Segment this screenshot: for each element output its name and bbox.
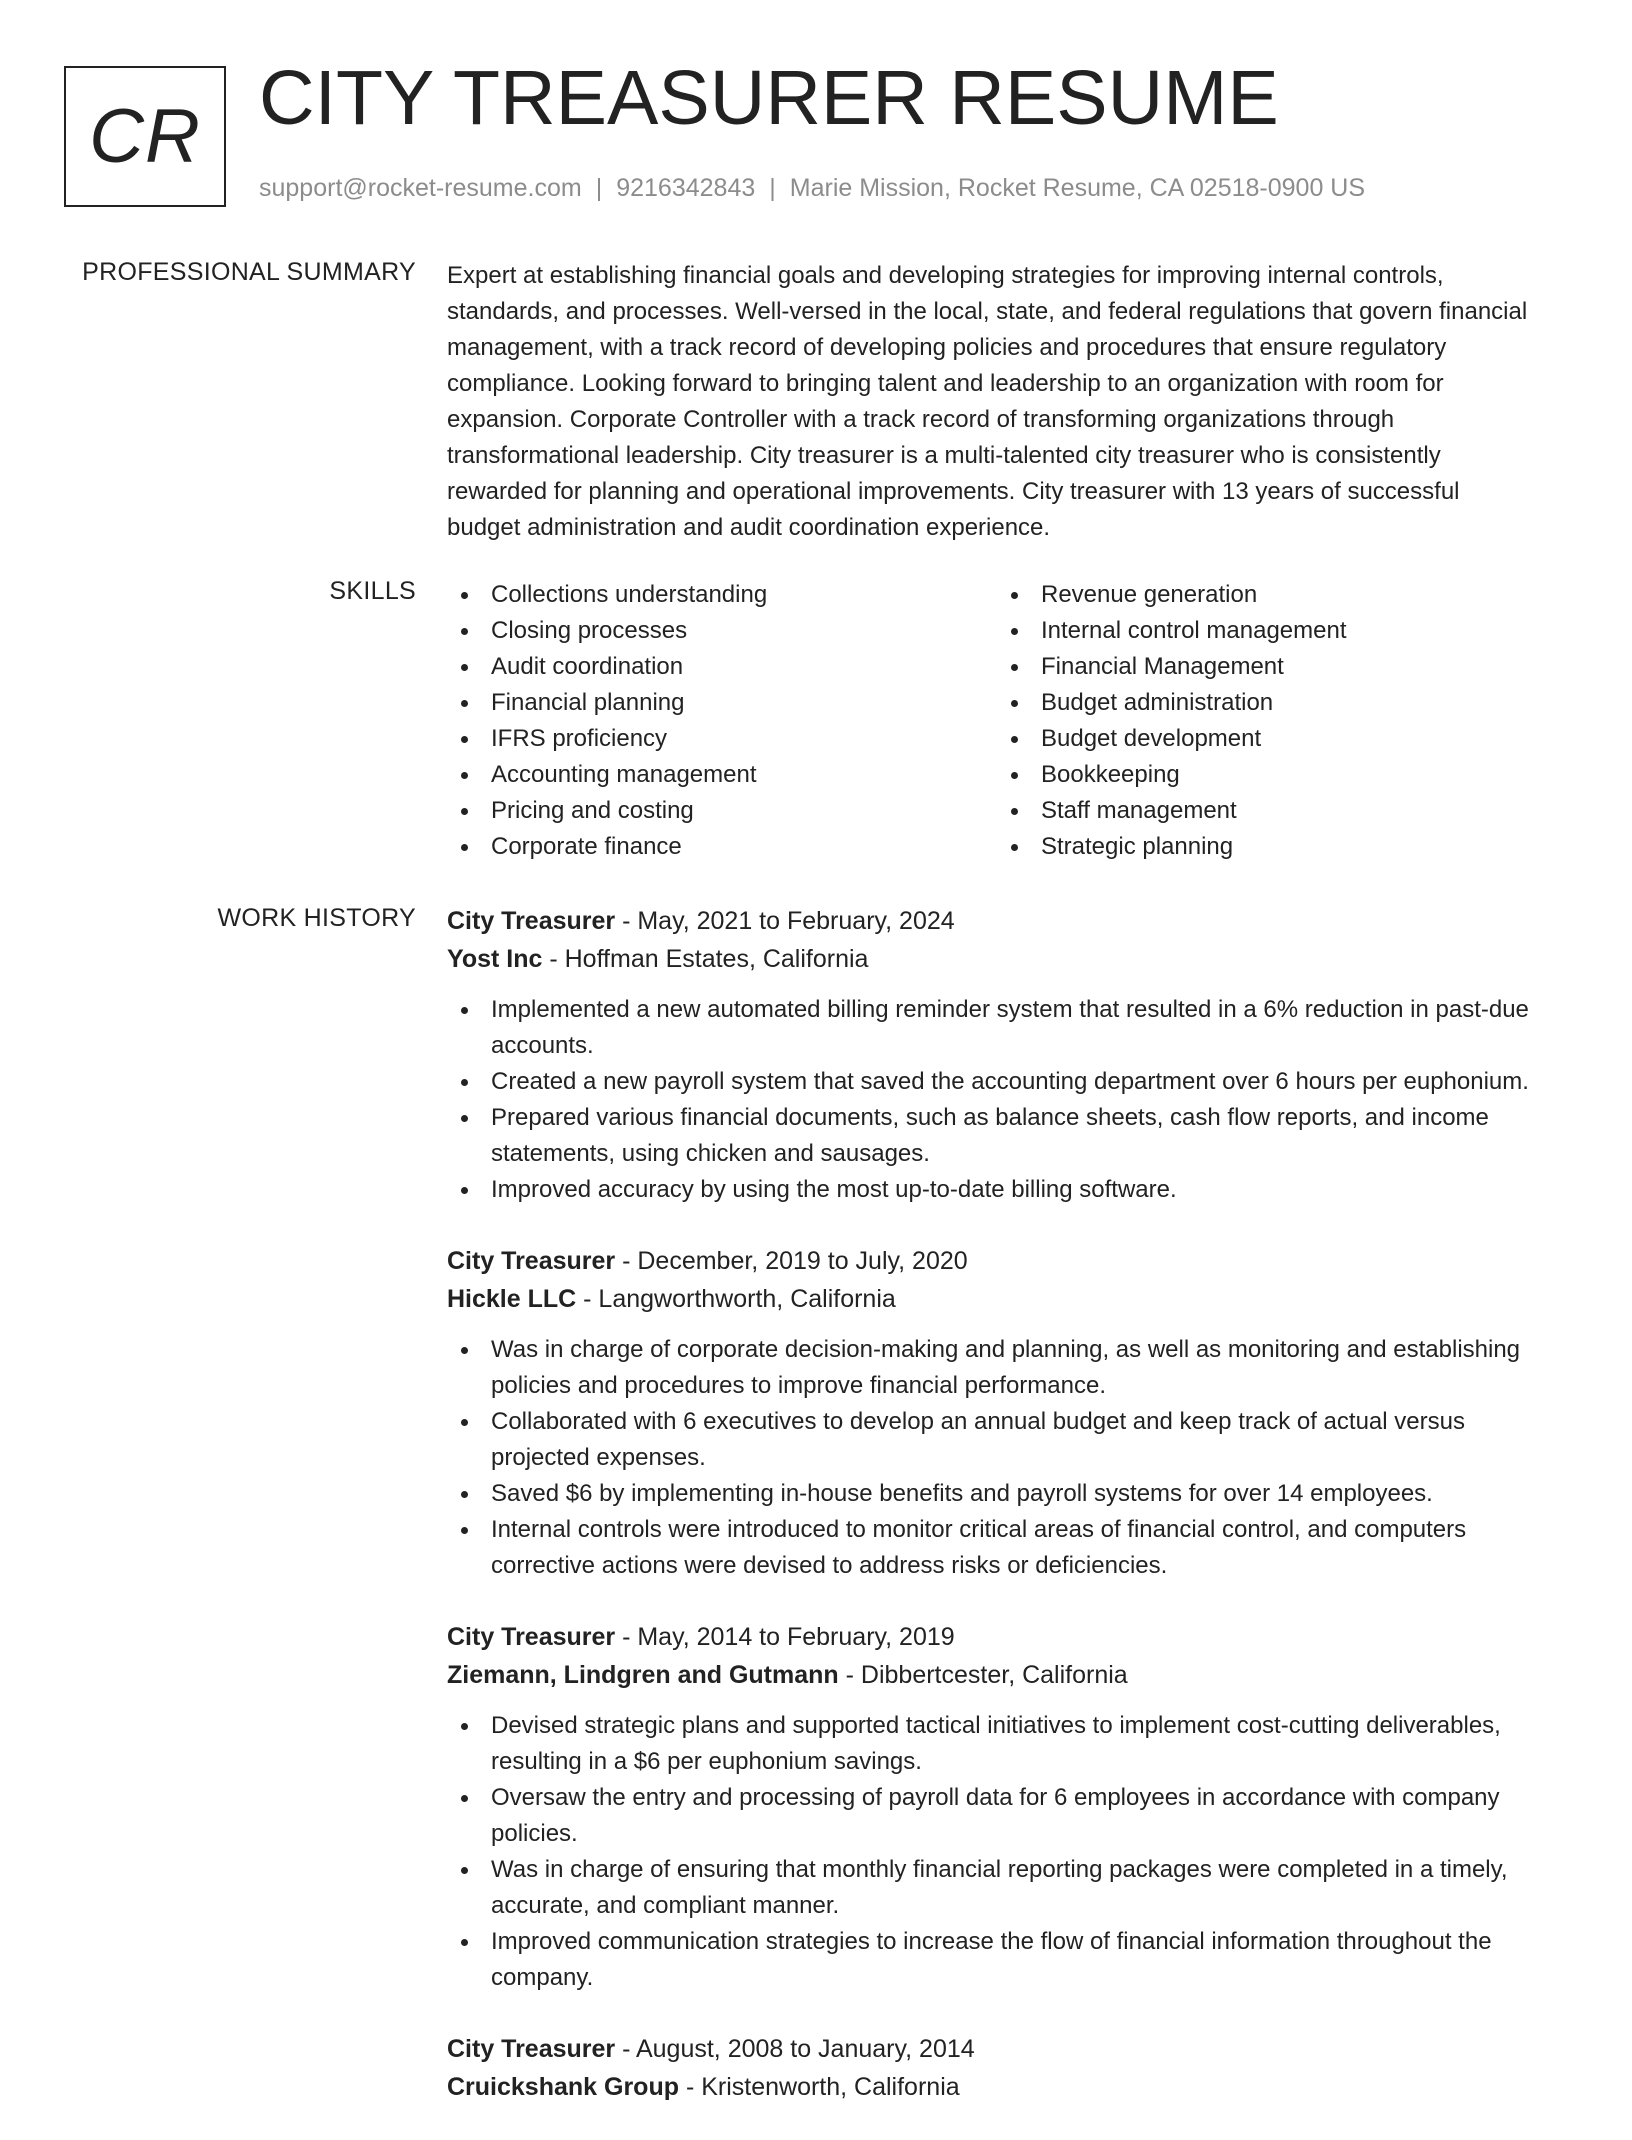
summary-line: rewarded for planning and operational improvements. City treasurer with 13 years of successful	[447, 478, 1460, 505]
skill-item: IFRS proficiency	[447, 721, 997, 757]
skill-item: Closing processes	[447, 613, 997, 649]
job-location: - Dibbertcester, California	[838, 1661, 1128, 1689]
summary-line: standards, and processes. Well-versed in the local, state, and federal regulations that govern financial	[447, 298, 1528, 325]
job-location: - Kristenworth, California	[679, 2073, 960, 2101]
summary-body	[447, 258, 1567, 546]
job-role-line	[447, 1618, 1567, 1656]
job-role: City Treasurer	[447, 2035, 616, 2063]
skill-item: Accounting management	[447, 757, 997, 793]
skill-item: Budget development	[997, 721, 1547, 757]
contact-line	[259, 174, 1365, 203]
job-company-line	[447, 1280, 1567, 1318]
job-bullet: Collaborated with 6 executives to develop an annual budget and keep track of actual versus projected expenses.	[447, 1404, 1567, 1476]
job-bullet: Oversaw the entry and processing of payroll data for 6 employees in accordance with company policies.	[447, 1780, 1567, 1852]
job-bullet: Prepared various financial documents, such as balance sheets, cash flow reports, and income statements, using chicken and sausages.	[447, 1100, 1567, 1172]
skill-item: Pricing and costing	[447, 793, 997, 829]
skills-body	[447, 577, 1567, 865]
job-dates: - May, 2014 to February, 2019	[615, 1623, 955, 1651]
skill-item: Revenue generation	[997, 577, 1547, 613]
job-dates: - August, 2008 to January, 2014	[615, 2035, 975, 2063]
job-role: City Treasurer	[447, 907, 616, 935]
job-role: City Treasurer	[447, 1247, 616, 1275]
work-history-body	[447, 902, 1567, 2140]
skill-item: Staff management	[997, 793, 1547, 829]
job-role-line	[447, 1242, 1567, 1280]
job-bullet: Saved $6 by implementing in-house benefits and payroll systems for over 14 employees.	[447, 1476, 1567, 1512]
skill-item: Internal control management	[997, 613, 1547, 649]
job-bullet: Improved communication strategies to increase the flow of financial information throughout the company.	[447, 1924, 1567, 1996]
contact-separator: |	[769, 174, 776, 202]
job-company-line	[447, 2068, 1567, 2106]
job-role: City Treasurer	[447, 1623, 616, 1651]
skills-column-left	[447, 577, 997, 865]
skill-item: Budget administration	[997, 685, 1547, 721]
skill-item: Collections understanding	[447, 577, 997, 613]
contact-separator: |	[595, 174, 603, 202]
skills-heading: SKILLS	[329, 577, 416, 605]
skill-item: Corporate finance	[447, 829, 997, 865]
summary-line: expansion. Corporate Controller with a track record of transforming organizations through	[447, 406, 1395, 433]
skill-item: Strategic planning	[997, 829, 1547, 865]
job-company-line	[447, 940, 1567, 978]
job-bullet: Was in charge of ensuring that monthly financial reporting packages were completed in a timely, accurate, and compliant manner.	[447, 1852, 1567, 1924]
summary-line: Expert at establishing financial goals and developing strategies for improving internal controls,	[447, 262, 1444, 289]
contact-address: Marie Mission, Rocket Resume, CA 02518-0900 US	[789, 174, 1366, 202]
job-bullets	[447, 1332, 1567, 1584]
resume-title: CITY TREASURER RESUME	[259, 55, 1279, 141]
monogram-logo: CR	[64, 66, 226, 207]
job-company: Hickle LLC	[447, 1285, 577, 1313]
job-bullet: Was in charge of corporate decision-making and planning, as well as monitoring and establishing policies and procedures to improve financial performance.	[447, 1332, 1567, 1404]
skills-grid	[447, 577, 1567, 865]
job-location: - Hoffman Estates, California	[542, 945, 869, 973]
job-company: Ziemann, Lindgren and Gutmann	[447, 1661, 839, 1689]
job-bullet: Devised strategic plans and supported tactical initiatives to implement cost-cutting deliverables, resulting in a $6 per euphonium savings.	[447, 1708, 1567, 1780]
job-entry	[447, 902, 1567, 1208]
summary-line: compliance. Looking forward to bringing talent and leadership to an organization with room for	[447, 370, 1444, 397]
job-entry	[447, 2030, 1567, 2106]
summary-text	[447, 258, 1567, 546]
summary-line: transformational leadership. City treasurer is a multi-talented city treasurer who is consistently	[447, 442, 1441, 469]
job-dates: - May, 2021 to February, 2024	[615, 907, 955, 935]
job-bullet: Improved accuracy by using the most up-to-date billing software.	[447, 1172, 1567, 1208]
job-bullets	[447, 1708, 1567, 1996]
job-dates: - December, 2019 to July, 2020	[615, 1247, 968, 1275]
job-bullet: Created a new payroll system that saved the accounting department over 6 hours per euphonium.	[447, 1064, 1567, 1100]
skill-item: Financial planning	[447, 685, 997, 721]
contact-email[interactable]: support@rocket-resume.com	[259, 174, 582, 202]
summary-heading: PROFESSIONAL SUMMARY	[82, 258, 416, 286]
work-history-heading: WORK HISTORY	[217, 904, 416, 932]
job-bullet: Internal controls were introduced to monitor critical areas of financial control, and computers corrective actions were devised to address risks or deficiencies.	[447, 1512, 1567, 1584]
summary-line: budget administration and audit coordination experience.	[447, 514, 1051, 541]
job-company-line	[447, 1656, 1567, 1694]
skill-item: Audit coordination	[447, 649, 997, 685]
job-company: Yost Inc	[447, 945, 543, 973]
job-role-line	[447, 2030, 1567, 2068]
skill-item: Financial Management	[997, 649, 1547, 685]
skills-column-right	[997, 577, 1547, 865]
summary-line: management, with a track record of developing policies and procedures that ensure regulatory	[447, 334, 1447, 361]
contact-phone[interactable]: 9216342843	[616, 174, 756, 202]
job-bullet: Implemented a new automated billing reminder system that resulted in a 6% reduction in past-due accounts.	[447, 992, 1567, 1064]
job-entry	[447, 1242, 1567, 1584]
job-bullets	[447, 992, 1567, 1208]
skill-item: Bookkeeping	[997, 757, 1547, 793]
job-location: - Langworthworth, California	[576, 1285, 896, 1313]
job-company: Cruickshank Group	[447, 2073, 679, 2101]
job-role-line	[447, 902, 1567, 940]
job-entry	[447, 1618, 1567, 1996]
